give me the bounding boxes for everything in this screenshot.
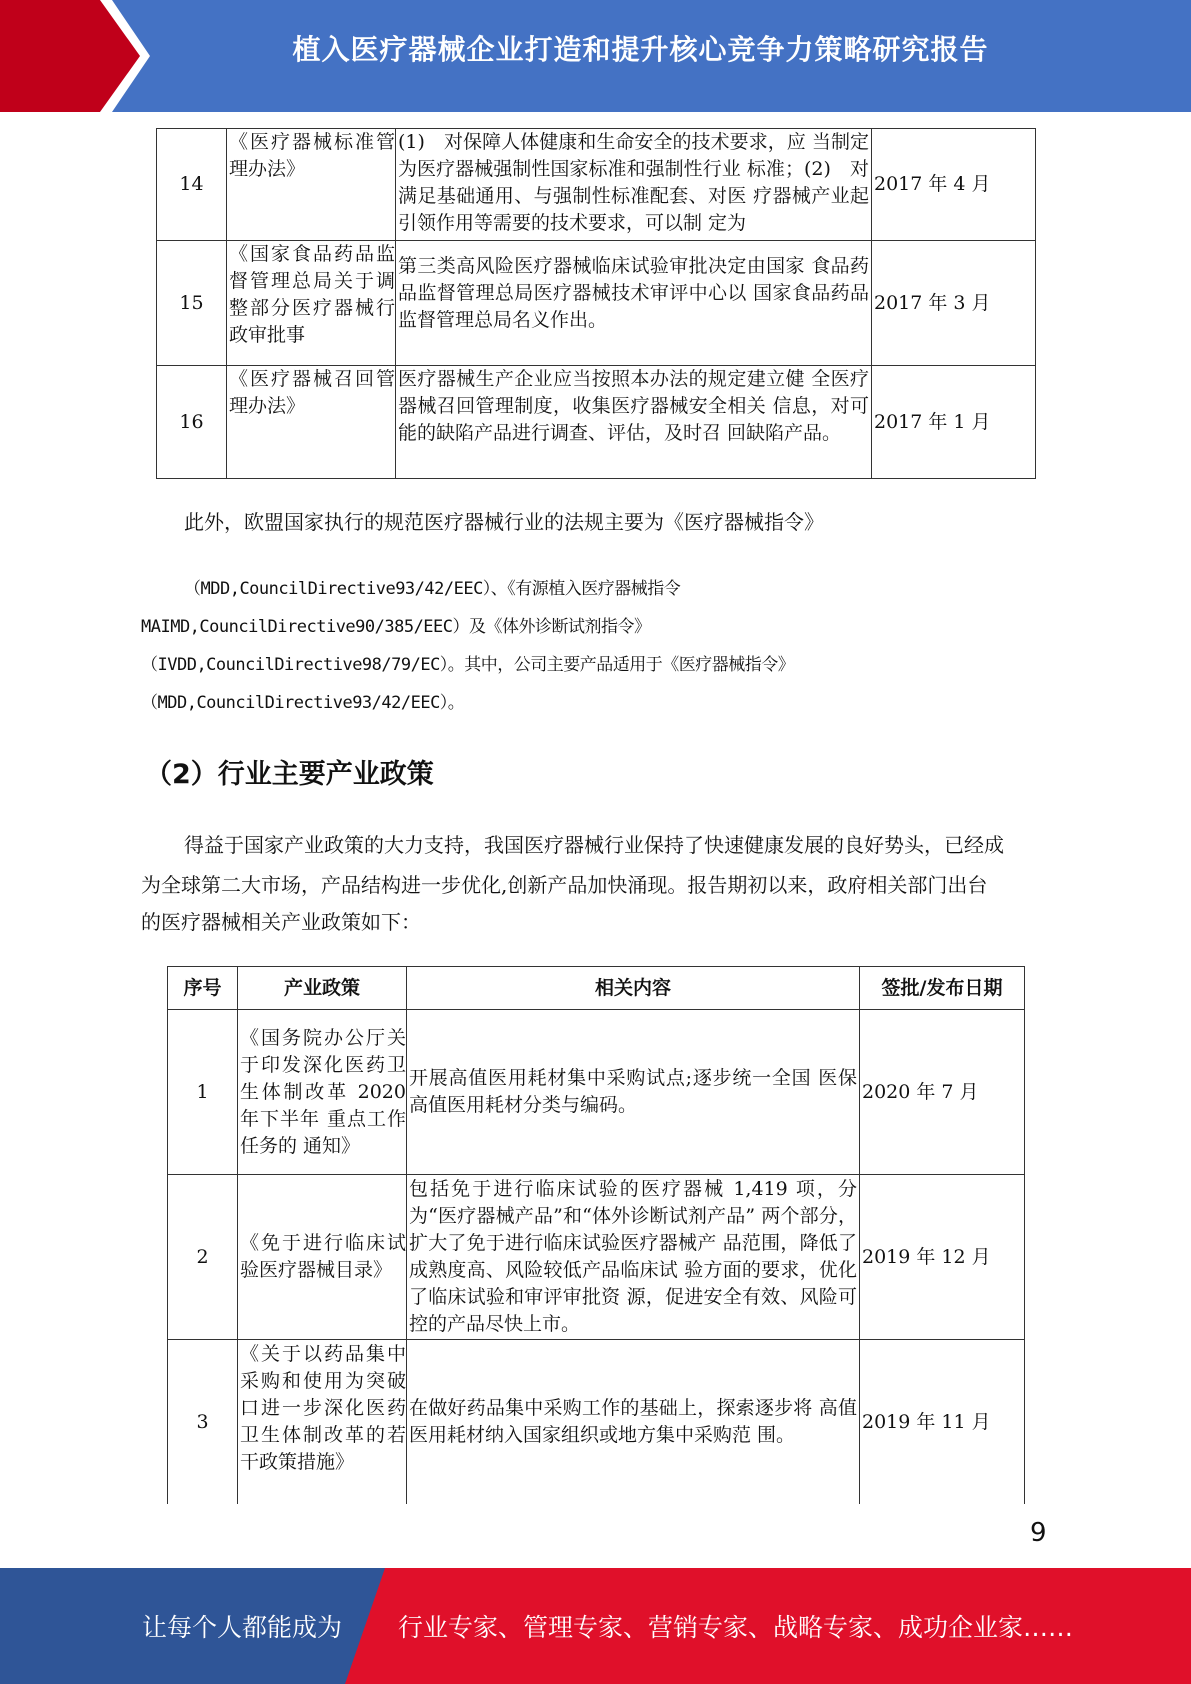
page-number: 9 — [1030, 1518, 1047, 1548]
header-date: 签批/发布日期 — [860, 967, 1025, 1010]
header-number: 序号 — [168, 967, 238, 1010]
regulation-name: 《医疗器械召回管理办法》 — [227, 366, 396, 479]
row-number: 15 — [157, 241, 227, 366]
table-row — [168, 1010, 1025, 1175]
policy-name: 《免于进行临床试验医疗器械目录》 — [238, 1175, 407, 1340]
header-content: 相关内容 — [407, 967, 860, 1010]
header-policy: 产业政策 — [238, 967, 407, 1010]
paragraph-policy-line3: 的医疗器械相关产业政策如下： — [141, 910, 421, 934]
paragraph-policy-line1: 得益于国家产业政策的大力支持，我国医疗器械行业保持了快速健康发展的良好势头，已经成 — [184, 833, 1004, 857]
paragraph-policy-line2: 为全球第二大市场，产品结构进一步优化,创新产品加快涌现。报告期初以来，政府相关部门出台 — [141, 873, 988, 897]
footer-slogan-right: 行业专家、管理专家、营销专家、战略专家、成功企业家…… — [398, 1613, 1074, 1642]
policy-name: 《国务院办公厅关于印发深化医药卫生体制改革 2020 年下半年 重点工作任务的 通知》 — [238, 1010, 407, 1175]
row-number: 3 — [168, 1340, 238, 1505]
policy-name: 《关于以药品集中采购和使用为突破口进一步深化医药卫生体制改革的若干政策措施》 — [238, 1340, 407, 1505]
policy-date: 2020 年 7 月 — [860, 1010, 1025, 1175]
regulation-content: 第三类高风险医疗器械临床试验审批决定由国家 食品药品监督管理总局医疗器械技术审评中心以 国家食品药品监督管理总局名义作出。 — [396, 241, 872, 366]
table-row — [157, 366, 1036, 479]
regulations-table — [156, 128, 1036, 479]
regulation-content: 医疗器械生产企业应当按照本办法的规定建立健 全医疗器械召回管理制度，收集医疗器械安全相关 信息，对可能的缺陷产品进行调查、评估，及时召 回缺陷产品。 — [396, 366, 872, 479]
paragraph-directive-line2: MAIMD,CouncilDirective90/385/EEC）及《体外诊断试剂指令》 — [141, 617, 651, 637]
table-row — [157, 129, 1036, 241]
table-row — [168, 1175, 1025, 1340]
report-title: 植入医疗器械企业打造和提升核心竞争力策略研究报告 — [292, 33, 989, 66]
header-chevron-decoration — [0, 0, 160, 112]
paragraph-directive-line4: （MDD,CouncilDirective93/42/EEC）。 — [141, 693, 465, 713]
page-footer — [0, 1568, 1191, 1684]
policy-table — [167, 966, 1025, 1504]
row-number: 2 — [168, 1175, 238, 1340]
policy-content: 包括免于进行临床试验的医疗器械 1,419 项，分 为“医疗器械产品”和“体外诊断试剂产品” 两个部分，扩大了免于进行临床试验医疗器械产 品范围，降低了成熟度高、风险较低产品临床试 验方面的要求，优化了临床试验和审评审批资 源，促进安全有效、风险可控的产品尽快上市。 — [407, 1175, 860, 1340]
row-number: 16 — [157, 366, 227, 479]
paragraph-directive-line1: （MDD,CouncilDirective93/42/EEC）、《有源植入医疗器械指令 — [184, 579, 681, 599]
regulation-date: 2017 年 1 月 — [872, 366, 1036, 479]
section-title: （2）行业主要产业政策 — [145, 759, 434, 790]
row-number: 14 — [157, 129, 227, 241]
policy-date: 2019 年 11 月 — [860, 1340, 1025, 1505]
table-row — [157, 241, 1036, 366]
regulation-content: (1) 对保障人体健康和生命安全的技术要求，应 当制定为医疗器械强制性国家标准和强制性行业 标准；(2) 对满足基础通用、与强制性标准配套、对医 疗器械产业起引领作用等需要的技术要求，可以制 定为 — [396, 129, 872, 241]
regulation-date: 2017 年 4 月 — [872, 129, 1036, 241]
regulation-name: 《医疗器械标准管理办法》 — [227, 129, 396, 241]
table-header-row — [168, 967, 1025, 1010]
page-header — [0, 0, 1191, 112]
policy-content: 开展高值医用耗材集中采购试点;逐步统一全国 医保高值医用耗材分类与编码。 — [407, 1010, 860, 1175]
table-row — [168, 1340, 1025, 1505]
footer-slogan-left: 让每个人都能成为 — [142, 1613, 343, 1642]
paragraph-directive-line3: （IVDD,CouncilDirective98/79/EC）。其中，公司主要产品适用于《医疗器械指令》 — [141, 655, 795, 675]
policy-content: 在做好药品集中采购工作的基础上，探索逐步将 高值医用耗材纳入国家组织或地方集中采购范 围。 — [407, 1340, 860, 1505]
regulation-date: 2017 年 3 月 — [872, 241, 1036, 366]
paragraph-eu-regulations: 此外，欧盟国家执行的规范医疗器械行业的法规主要为《医疗器械指令》 — [184, 510, 824, 534]
row-number: 1 — [168, 1010, 238, 1175]
policy-date: 2019 年 12 月 — [860, 1175, 1025, 1340]
regulation-name: 《国家食品药品监督管理总局关于调整部分医疗器械行政审批事 — [227, 241, 396, 366]
